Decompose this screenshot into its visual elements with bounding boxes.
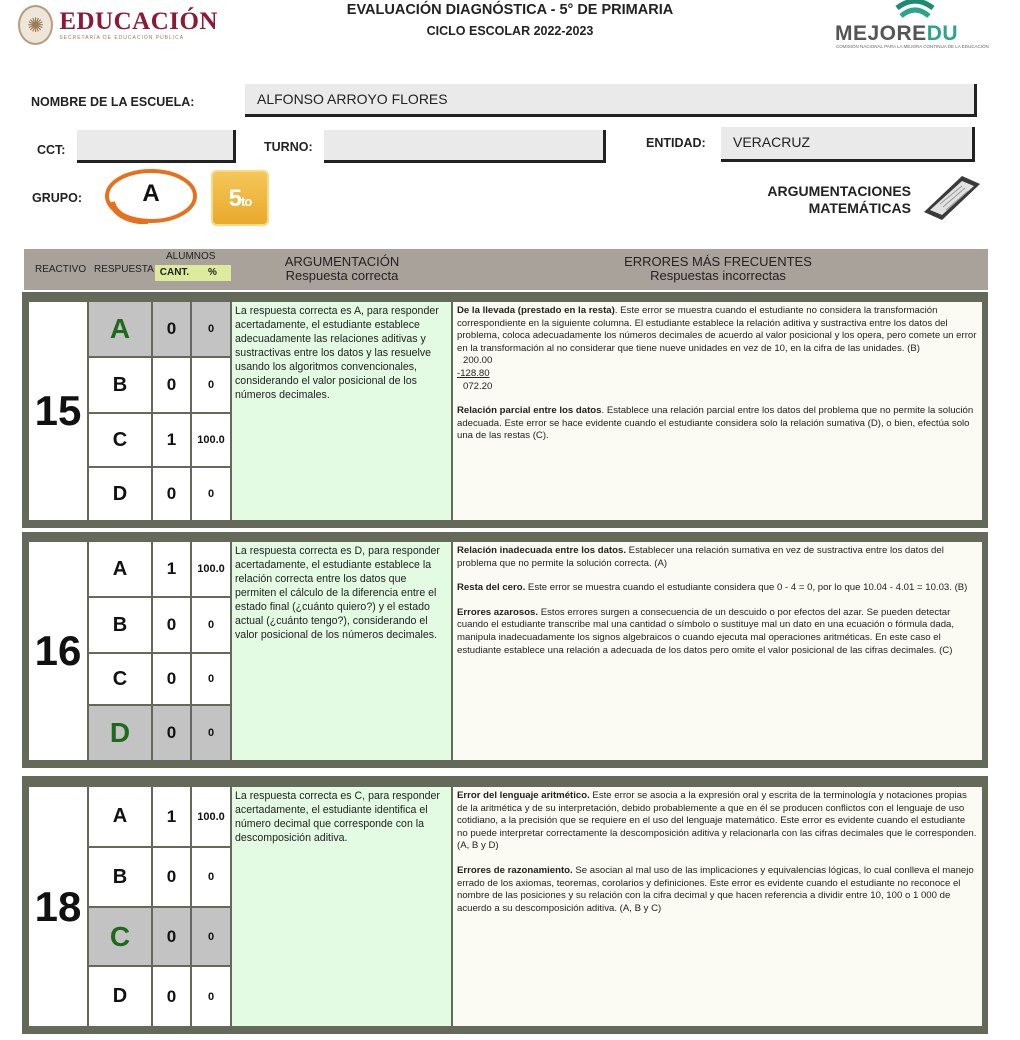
errors-text: De la llevada (prestado en la resta). Este error se muestra cuando el estudiante no considera la transformación correspondiente en la siguiente columna. El estudiante establece la relación aditiva y sustractiva entre los datos del problema, coloca adecuadamente los números decimales de acuerdo al valor posicional y los opera, pero comete un error en la transformación al no considerar que tiene nueve unidades en vez de 10, en la cifra de las unidades. (B) 200.00 -128.80 072.20 Relación parcial entre los datos. Establece una relación parcial entre los datos del problema que no permite la solución adecuada. Este error se hace evidente cuando el estudiante considera solo la relación sumativa (D), o bien, efectúa solo una de las restas (C).: [453, 302, 982, 520]
option-a-cell: A: [89, 302, 151, 356]
school-name-label: NOMBRE DE LA ESCUELA:: [31, 95, 195, 109]
option-a-pct: 100.0: [192, 542, 230, 596]
sep-logo-title: EDUCACIÓN: [59, 8, 218, 35]
option-b-cell: B: [89, 598, 151, 652]
option-a-pct: 0: [192, 302, 230, 356]
option-b-pct: 0: [192, 848, 230, 906]
argument-text: La respuesta correcta es A, para responder acertadamente, el estudiante establece adecuadamente las relaciones aditivas y sustractivas entre los datos y las resuelve usando los algoritmos convencionales, considerando el valor posicional de los números decimales.: [232, 302, 451, 520]
item-number-cell: [29, 787, 87, 1026]
option-d-cell: D: [89, 468, 151, 520]
item-number: 18: [34, 882, 82, 930]
option-d-count: 0: [153, 468, 190, 520]
grado-badge-text: 5to: [228, 185, 252, 212]
mejoredu-logo: [830, 0, 1005, 52]
option-c-pct: 100.0: [192, 414, 230, 466]
mejoredu-logo-subtitle: COMISIÓN NACIONAL PARA LA MEJORA CONTINUA DE LA EDUCACIÓN: [836, 44, 989, 49]
header-pct: %: [194, 265, 231, 281]
eagle-seal-icon: ✺: [18, 5, 53, 45]
option-b-pct: 0: [192, 598, 230, 652]
header-errores: ERRORES MÁS FRECUENTES Respuestas incorrectas: [624, 254, 812, 283]
option-b-count: 0: [153, 598, 190, 652]
school-cycle: CICLO ESCOLAR 2022-2023: [426, 24, 594, 38]
mejoredu-mark-icon: [894, 0, 936, 22]
section-title: ARGUMENTACIONES MATEMÁTICAS: [767, 183, 911, 216]
option-a-pct: 100.0: [192, 787, 230, 846]
option-c-pct: 0: [192, 654, 230, 704]
item-number-cell: [29, 542, 87, 760]
header-respuesta: RESPUESTA: [94, 264, 154, 275]
subtraction-example: 200.00 -128.80 072.20: [457, 355, 493, 392]
header-alumnos: ALUMNOS: [166, 251, 216, 262]
option-b-pct: 0: [192, 358, 230, 412]
option-c-count: 1: [153, 414, 190, 466]
turno-label: TURNO:: [264, 140, 313, 154]
option-d-count: 0: [153, 967, 190, 1026]
option-b-count: 0: [153, 358, 190, 412]
errors-text: Relación inadecuada entre los datos. Establecer una relación sumativa en vez de sustractiva entre los datos del problema que no permite la solución correcta. (A) Resta del cero. Este error se muestra cuando el estudiante considera que 0 - 4 = 0, por lo que 10.04 - 4.01 = 10.03. (B) Errores azarosos. Estos errores surgen a consecuencia de un descuido o por efectos del azar. Se pueden detectar cuando el estudiante transcribe mal una cantidad o símbolo o sustituye mal un dato en una ecuación o fórmula dada, manipula inadecuadamente los signos algebraicos o cuando ejecuta mal operaciones aritméticas. En este caso el estudiante establece una relación a adecuada de los datos pero omite el valor posicional de las cifras decimales. (C): [453, 542, 982, 760]
entidad-field[interactable]: VERACRUZ: [721, 127, 975, 162]
option-d-pct: 0: [192, 706, 230, 760]
option-c-count: 0: [153, 654, 190, 704]
cct-label: CCT:: [37, 143, 66, 157]
option-c-cell: C: [89, 908, 151, 965]
option-a-count: 1: [153, 542, 190, 596]
option-b-cell: B: [89, 358, 151, 412]
option-a-count: 1: [153, 787, 190, 846]
argument-text: La respuesta correcta es D, para responder acertadamente, el estudiante establece la relación correcta entre los datos que permiten el cálculo de la diferencia entre el estado final (¿cuánto quiero?) y el estado actual (¿cuánto tengo?), considerando el valor posicional de los números decimales.: [232, 542, 451, 760]
option-a-count: 0: [153, 302, 190, 356]
mejoredu-logo-text: MEJOREDU: [835, 22, 959, 45]
option-a-cell: A: [89, 787, 151, 846]
sep-logo-subtitle: SECRETARÍA DE EDUCACIÓN PÚBLICA: [59, 35, 185, 41]
option-d-pct: 0: [192, 468, 230, 520]
school-name-field[interactable]: ALFONSO ARROYO FLORES: [245, 84, 977, 117]
option-d-pct: 0: [192, 967, 230, 1026]
errors-text: Error del lenguaje aritmético. Este error se asocia a la expresión oral y escrita de la terminología y notaciones propias de la aritmética y de su interpretación, debido probablemente a que en él se producen conflictos con el lenguaje de uso cotidiano, a la precisión que se requiere en el uso del lenguaje matemático. Este error es evidente cuando el estudiante no puede interpretar correctamente la descomposición aditiva y relacionarla con las cifras decimales que le corresponden. (A, B y D) Errores de razonamiento. Se asocian al mal uso de las implicaciones y equivalencias lógicas, lo cual conlleva el manejo errado de los axiomas, teoremas, corolarios y definiciones. Este error es evidente cuando el estudiante no reconoce el nombre de las posiciones y su relación con la cifra decimal y que hacen referencia a dividir entre 10, 100 o 1 000 de acuerdo a su descomposición aditiva. (A, B y C): [453, 787, 982, 1026]
turno-field[interactable]: [324, 130, 606, 163]
item-number-cell: [29, 302, 87, 520]
grupo-value: A: [142, 180, 160, 207]
option-d-cell: D: [89, 967, 151, 1026]
item-number: 16: [34, 627, 82, 674]
header-cant: CANT.: [155, 265, 194, 281]
option-c-cell: C: [89, 414, 151, 466]
ebook-reader-icon: [918, 172, 982, 222]
option-b-cell: B: [89, 848, 151, 906]
option-d-cell: D: [89, 706, 151, 760]
header-reactivo: REACTIVO: [35, 264, 87, 275]
option-d-count: 0: [153, 706, 190, 760]
sep-logo: [18, 2, 218, 48]
item-number: 15: [34, 387, 82, 434]
argument-text: La respuesta correcta es C, para responder acertadamente, el estudiante identifica el número decimal que corresponde con la descomposición aditiva.: [232, 787, 451, 1026]
option-b-count: 0: [153, 848, 190, 906]
cct-field[interactable]: [77, 130, 236, 163]
option-a-cell: A: [89, 542, 151, 596]
option-c-cell: C: [89, 654, 151, 704]
option-c-count: 0: [153, 908, 190, 965]
grupo-label: GRUPO:: [32, 191, 82, 205]
entidad-label: ENTIDAD:: [646, 136, 706, 150]
option-c-pct: 0: [192, 908, 230, 965]
header-argumentacion: ARGUMENTACIÓN Respuesta correcta: [284, 254, 400, 283]
document-title: EVALUACIÓN DIAGNÓSTICA - 5° DE PRIMARIA: [346, 2, 674, 18]
